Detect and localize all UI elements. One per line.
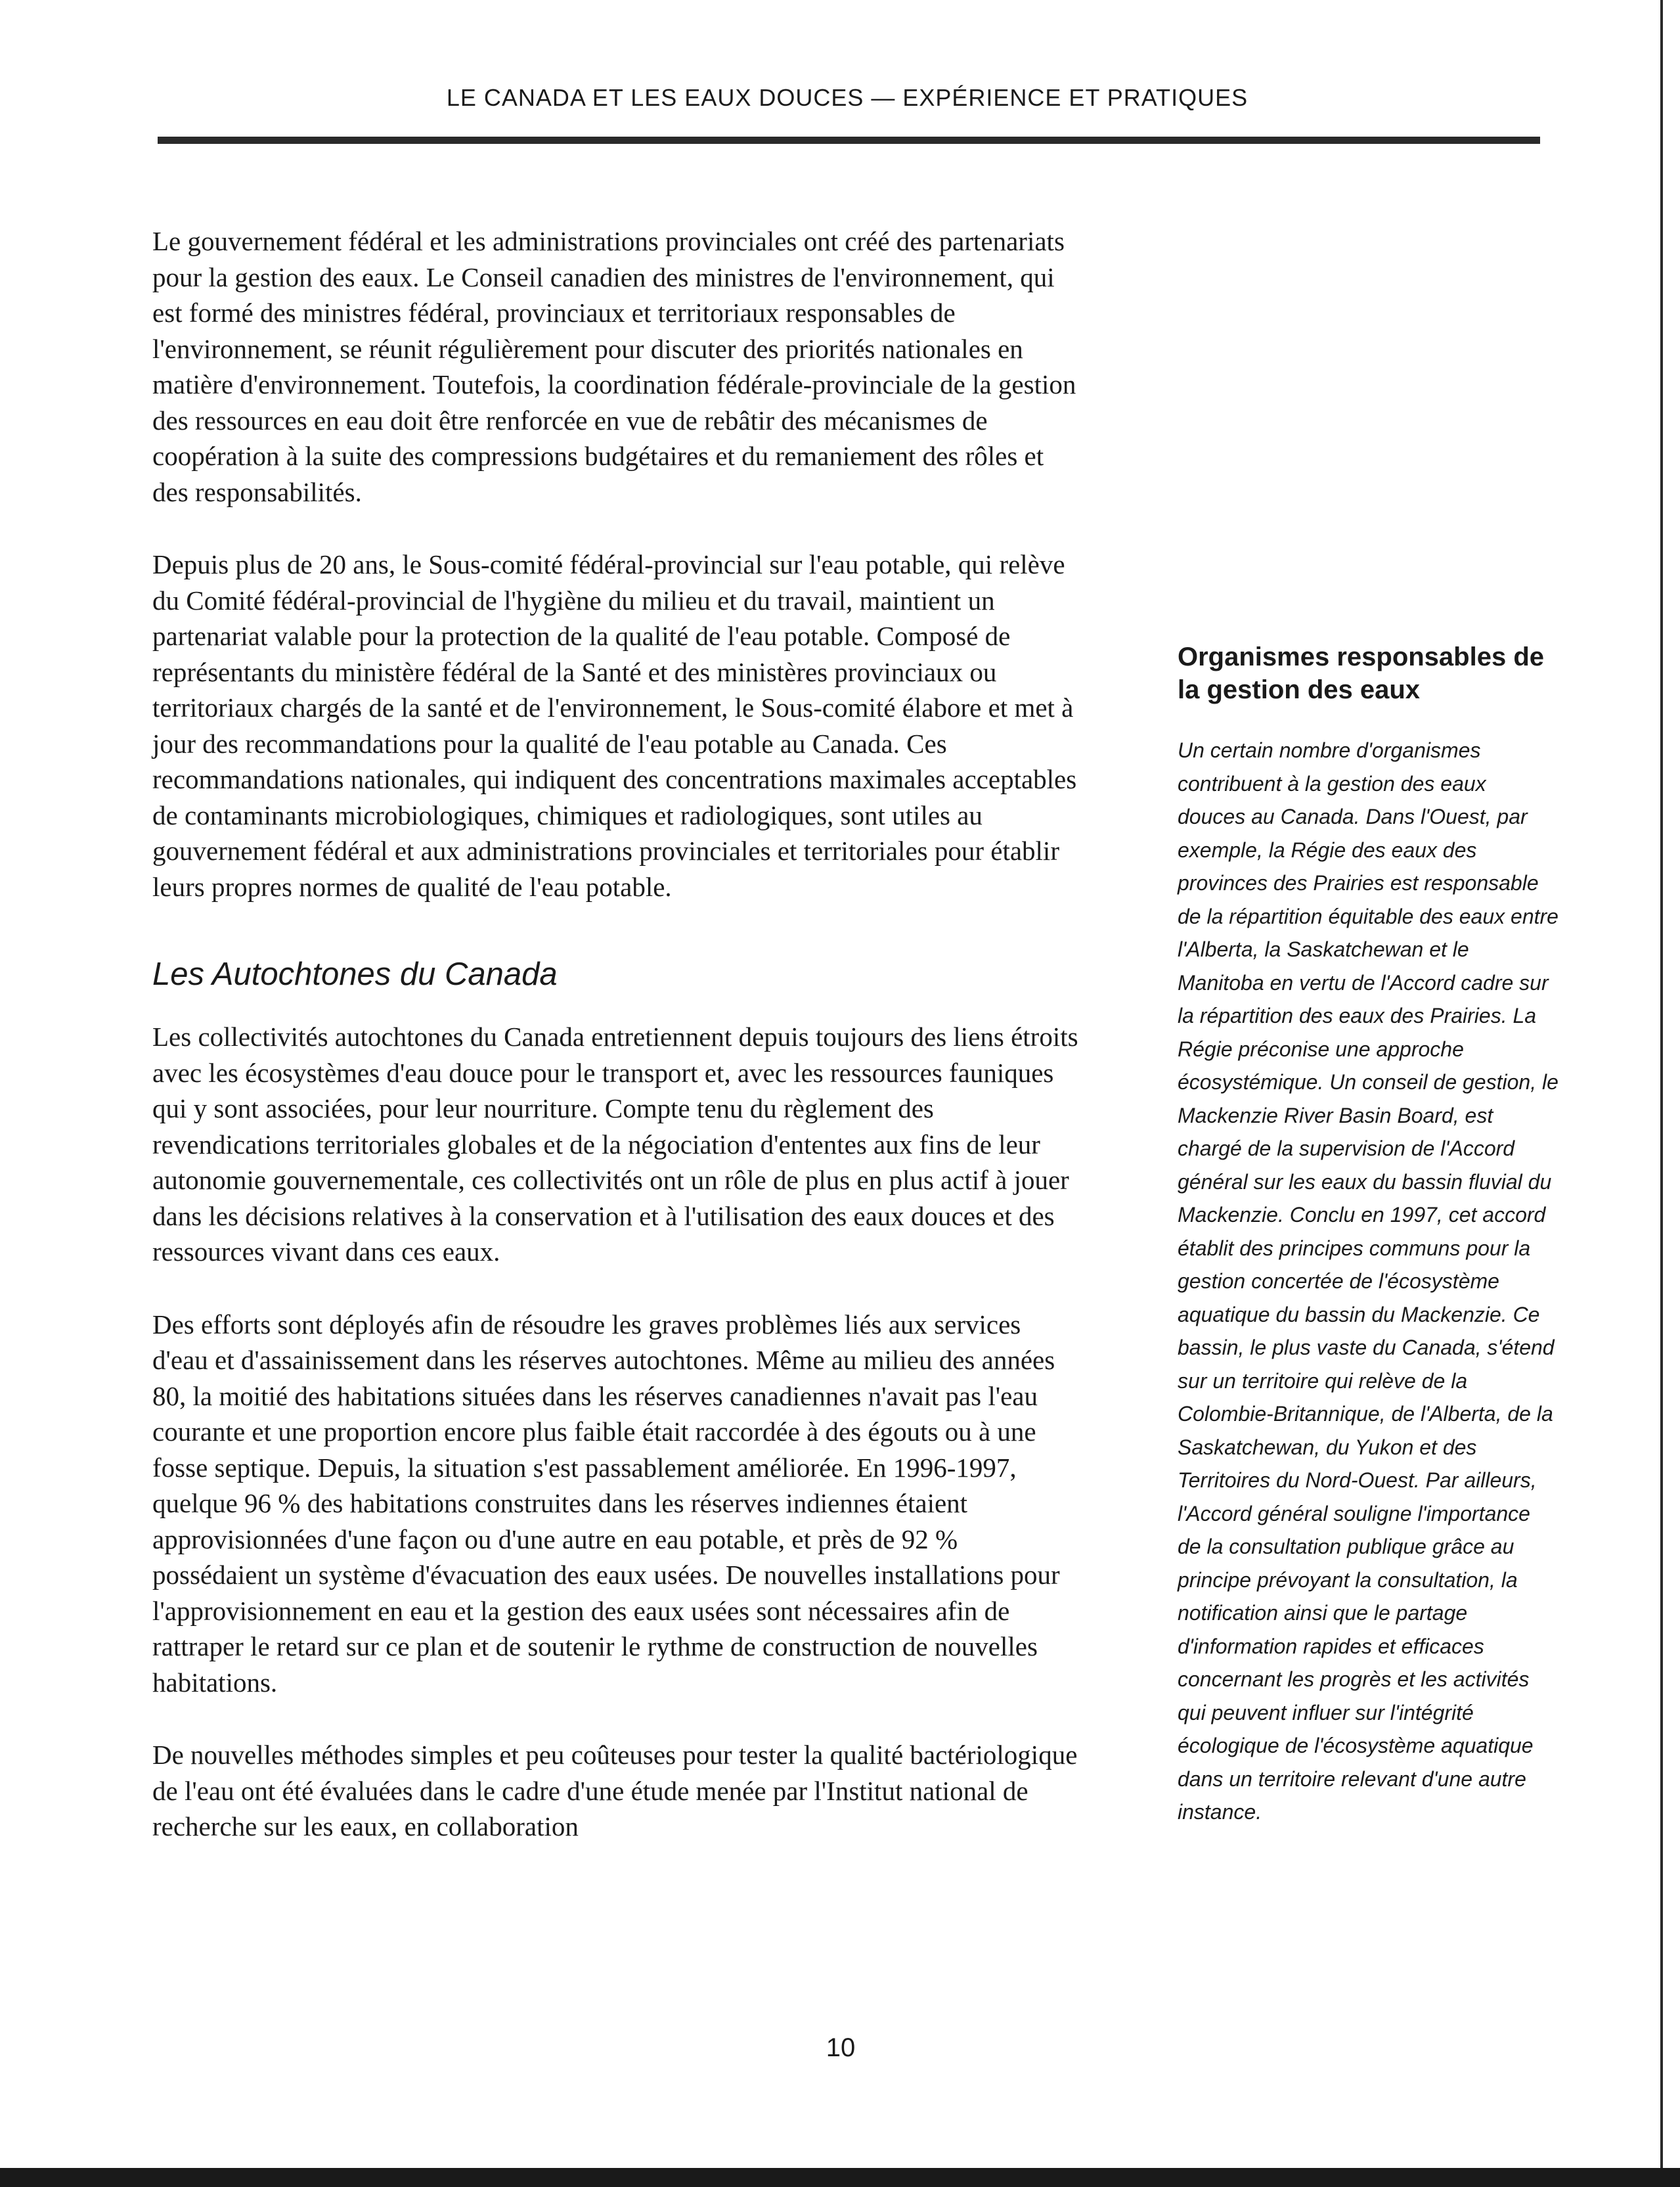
sidebar-body: Un certain nombre d'organismes contribuent à la gestion des eaux douces au Canada. Dans l'Ouest, par exemple, la Régie des eaux des provinces des Prairies est responsable de la répartition équitable des eaux entre l'Alberta, la Saskatchewan et le Manitoba en vertu de l'Accord cadre sur la répartition des eaux des Prairies. La Régie préconise une approche écosystémique. Un conseil de gestion, le Mackenzie River Basin Board, est chargé de la supervision de l'Accord général sur les eaux du bassin fluvial du Mackenzie. Conclu en 1997, cet accord établit des principes communs pour la gestion concertée de l'écosystème aquatique du bassin du Mackenzie. Ce bassin, le plus vaste du Canada, s'étend sur un territoire qui relève de la Colombie-Britannique, de l'Alberta, de la Saskatchewan, du Yukon et des Territoires du Nord-Ouest. Par ailleurs, l'Accord général souligne l'importance de la consultation publique grâce au principe prévoyant la consultation, la notification ainsi que le partage d'information rapides et efficaces concernant les progrès et les activités qui peuvent influer sur l'intégrité écologique de l'écosystème aquatique dans un territoire relevant d'une autre instance. (1178, 738, 1558, 1824)
sidebar-box (1178, 641, 1558, 1829)
section-heading: Les Autochtones du Canada (152, 957, 558, 992)
paragraph: Depuis plus de 20 ans, le Sous-comité fédéral-provincial sur l'eau potable, qui relève du Comité fédéral-provincial de l'hygiène du milieu et du travail, maintient un partenariat valable pour la protection de la qualité de l'eau potable. Composé de représentants du ministère fédéral de la Santé et des ministères provinciaux ou territoriaux chargés de la santé et de l'environnement, le Sous-comité élabore et met à jour des recommandations pour la qualité de l'eau potable au Canada. Ces recommandations nationales, qui indiquent des concentrations maximales acceptables de contaminants microbiologiques, chimiques et radiologiques, sont utiles au gouvernement fédéral et aux administrations provinciales et territoriales pour établir leurs propres normes de qualité de l'eau potable. (152, 549, 1077, 902)
main-column (152, 223, 1078, 1882)
paragraph: Les collectivités autochtones du Canada entretiennent depuis toujours des liens étroits avec les écosystèmes d'eau douce pour le transport et, avec les ressources fauniques qui y sont associées, pour leur nourriture. Compte tenu du règlement des revendications territoriales globales et de la négociation d'ententes aux fins de leur autonomie gouvernementale, ces collectivités ont un rôle de plus en plus actif à jouer dans les décisions relatives à la conservation et à l'utilisation des eaux douces et des ressources vivant dans ces eaux. (152, 1022, 1078, 1267)
paragraph: Le gouvernement fédéral et les administrations provinciales ont créé des partenariats pour la gestion des eaux. Le Conseil canadien des ministres de l'environnement, qui est formé des ministres fédéral, provinciaux et territoriaux responsables de l'environnement, se réunit régulièrement pour discuter des priorités nationales en matière d'environnement. Toutefois, la coordination fédérale-provinciale de la gestion des ressources en eau doit être renforcée en vue de rebâtir des mécanismes de coopération à la suite des compressions budgétaires et du remaniement des rôles et des responsabilités. (152, 226, 1076, 507)
scan-bottom-edge (0, 2168, 1680, 2187)
paragraph: Des efforts sont déployés afin de résoudre les graves problèmes liés aux services d'eau et d'assainissement dans les réserves autochtones. Même au milieu des années 80, la moitié des habitations situées dans les réserves canadiennes n'avait pas l'eau courante et une proportion encore plus faible était raccordée à des égouts ou à une fosse septique. Depuis, la situation s'est passablement améliorée. En 1996-1997, quelque 96 % des habitations construites dans les réserves indiennes étaient approvisionnées d'une façon ou d'une autre en eau potable, et près de 92 % possédaient un système d'évacuation des eaux usées. De nouvelles installations pour l'approvisionnement en eau et la gestion des eaux usées sont nécessaires afin de rattraper le retard sur ce plan et de soutenir le rythme de construction de nouvelles habitations. (152, 1309, 1060, 1698)
paragraph: De nouvelles méthodes simples et peu coûteuses pour tester la qualité bactériologique de l'eau ont été évaluées dans le cadre d'une étude menée par l'Institut national de recherche sur les eaux, en collaboration (152, 1740, 1078, 1841)
sidebar-title: Organismes responsables de la gestion des eaux (1178, 643, 1545, 704)
running-header: LE CANADA ET LES EAUX DOUCES — EXPÉRIENCE ET PRATIQUES (446, 84, 1249, 111)
header-rule (158, 137, 1540, 144)
page-number: 10 (826, 2033, 856, 2062)
scan-right-edge (1660, 0, 1663, 2187)
